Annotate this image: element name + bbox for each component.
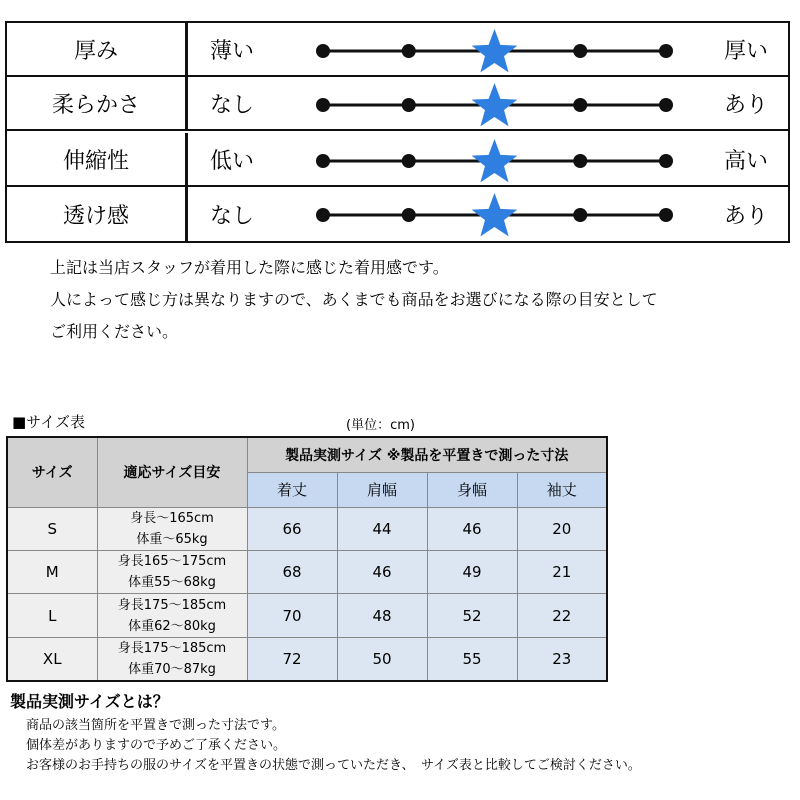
header-size: サイズ	[7, 437, 97, 507]
table-row	[7, 637, 607, 681]
feel-row-sheerness	[7, 187, 788, 241]
header-length: 着丈	[247, 472, 337, 507]
value-cell: 52	[427, 594, 517, 637]
feel-row-softness	[7, 77, 788, 131]
value-cell: 22	[517, 594, 607, 637]
guide-weight: 体重55～68kg	[128, 575, 216, 591]
size-cell: L	[7, 594, 97, 637]
feel-scale	[312, 204, 682, 226]
footer-line: 商品の該当箇所を平置きで測った寸法です。	[26, 718, 285, 733]
value-cell: 48	[337, 594, 427, 637]
header-sleeve: 袖丈	[517, 472, 607, 507]
value-cell: 46	[427, 507, 517, 550]
footer-heading: 製品実測サイズとは？	[10, 692, 169, 711]
value-cell: 55	[427, 637, 517, 681]
scale-dot	[573, 98, 587, 112]
guide-weight: 体重70～87kg	[128, 661, 216, 677]
feel-scale	[312, 40, 682, 62]
table-row	[7, 594, 607, 637]
scale-dot	[573, 154, 587, 168]
scale-star-icon	[472, 193, 518, 236]
feel-label: 伸縮性	[7, 133, 188, 185]
value-cell: 72	[247, 637, 337, 681]
scale-dot	[402, 98, 416, 112]
value-cell: 21	[517, 551, 607, 594]
feel-row-stretch	[7, 133, 788, 187]
size-table-title: ■サイズ表	[12, 413, 85, 431]
scale-dot	[659, 44, 673, 58]
size-cell: M	[7, 551, 97, 594]
feel-low-label: 低い	[210, 148, 255, 174]
feel-row-thickness	[7, 23, 788, 77]
scale-dot	[316, 208, 330, 222]
header-chest: 身幅	[427, 472, 517, 507]
table-row	[7, 551, 607, 594]
scale-star-icon	[472, 29, 518, 72]
value-cell: 20	[517, 507, 607, 550]
note-line: 上記は当店スタッフが着用した際に感じた着用感です。	[50, 258, 449, 277]
footer-line: お客様のお手持ちの服のサイズを平置きの状態で測っていただき、 サイズ表と比較してご検討ください。	[26, 758, 641, 773]
header-guide: 適応サイズ目安	[97, 437, 247, 507]
value-cell: 68	[247, 551, 337, 594]
value-cell: 44	[337, 507, 427, 550]
size-cell: S	[7, 507, 97, 550]
feel-label: 柔らかさ	[7, 77, 188, 129]
footer-line: 個体差がありますので予めご了承ください。	[26, 738, 287, 753]
value-cell: 46	[337, 551, 427, 594]
feel-low-label: なし	[210, 203, 255, 229]
scale-dot	[402, 154, 416, 168]
note-line: ご利用ください。	[50, 322, 179, 341]
scale-dot	[659, 208, 673, 222]
guide-cell	[97, 594, 247, 637]
scale-dot	[402, 208, 416, 222]
feel-scale	[312, 94, 682, 116]
value-cell: 66	[247, 507, 337, 550]
feel-high-label: あり	[723, 92, 768, 118]
feel-low-label: 薄い	[210, 38, 255, 64]
feel-low-label: なし	[210, 92, 255, 118]
guide-weight: 体重～65kg	[136, 532, 208, 548]
feel-label: 厚み	[7, 23, 188, 75]
guide-cell	[97, 637, 247, 681]
header-measure: 製品実測サイズ ※製品を平置きで測った寸法	[247, 437, 607, 472]
value-cell: 49	[427, 551, 517, 594]
feel-high-label: 厚い	[723, 38, 768, 64]
scale-dot	[659, 154, 673, 168]
table-row	[7, 507, 607, 550]
scale-dot	[316, 154, 330, 168]
guide-height: 身長～165cm	[130, 511, 214, 527]
value-cell: 23	[517, 637, 607, 681]
guide-weight: 体重62～80kg	[128, 618, 216, 634]
scale-dot	[659, 98, 673, 112]
feel-high-label: 高い	[723, 148, 768, 174]
note-line: 人によって感じ方は異なりますので、あくまでも商品をお選びになる際の目安として	[50, 290, 658, 309]
value-cell: 50	[337, 637, 427, 681]
header-shoulder: 肩幅	[337, 472, 427, 507]
value-cell: 70	[247, 594, 337, 637]
size-table-unit: (単位：cm)	[346, 418, 415, 433]
guide-height: 身長175～185cm	[117, 640, 227, 656]
feel-table	[5, 21, 790, 243]
size-table	[6, 436, 608, 682]
guide-height: 身長175～185cm	[117, 597, 227, 613]
scale-star-icon	[472, 139, 518, 182]
feel-scale	[312, 150, 682, 172]
feel-label: 透け感	[7, 187, 188, 241]
scale-dot	[316, 44, 330, 58]
guide-cell	[97, 551, 247, 594]
scale-dot	[573, 208, 587, 222]
guide-cell	[97, 507, 247, 550]
feel-high-label: あり	[723, 203, 768, 229]
scale-dot	[573, 44, 587, 58]
scale-dot	[316, 98, 330, 112]
size-cell: XL	[7, 637, 97, 681]
guide-height: 身長165～175cm	[117, 554, 227, 570]
scale-dot	[402, 44, 416, 58]
scale-star-icon	[472, 83, 518, 126]
